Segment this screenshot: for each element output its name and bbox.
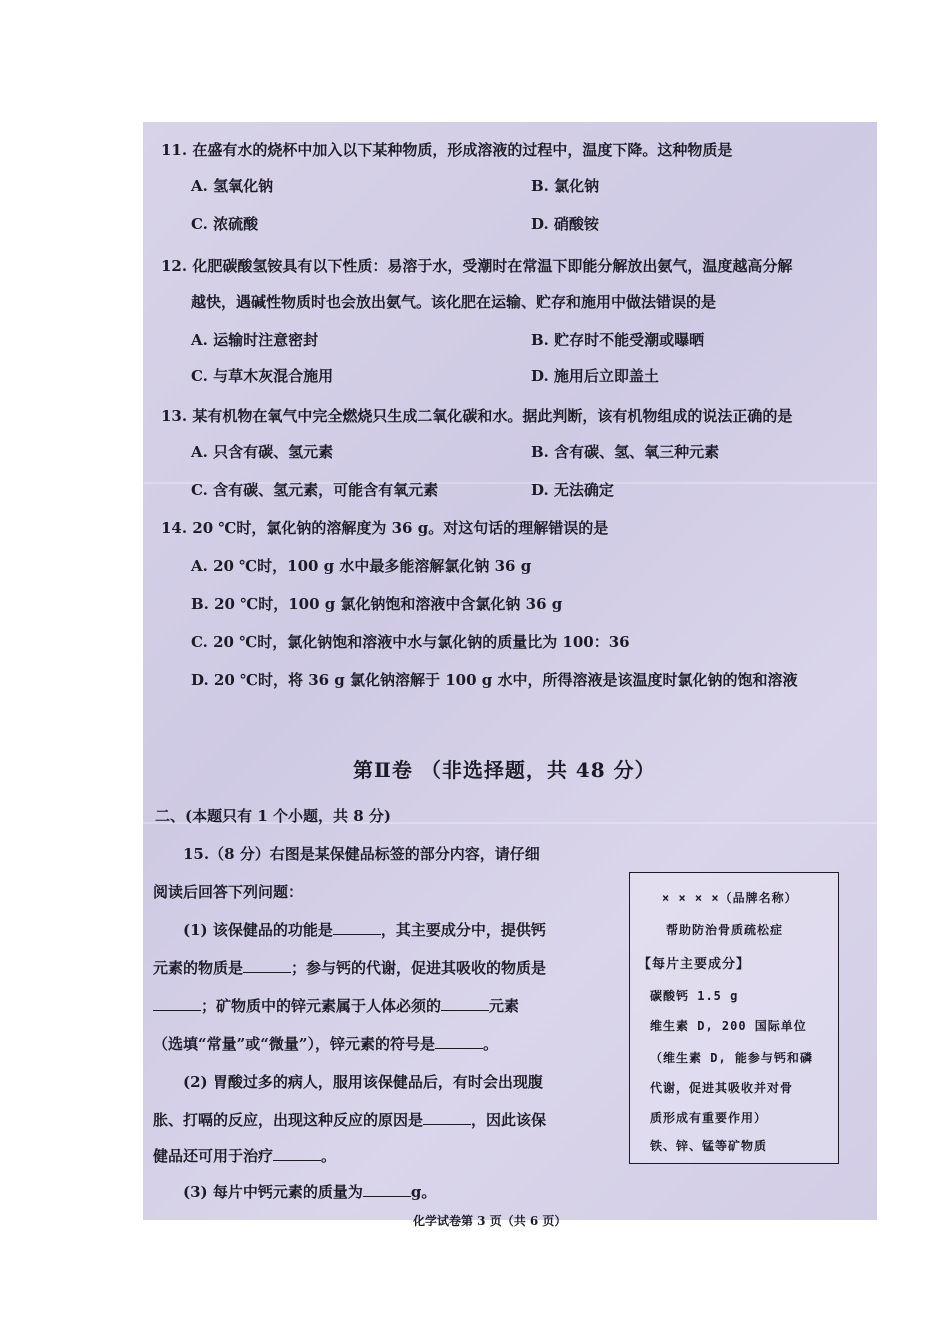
q14-option-d: D. 20 ℃时，将 36 g 氯化钠溶解于 100 g 水中，所得溶液是该温度时氯化钠的饱和溶液 [191, 671, 798, 689]
section-title: 第Ⅱ卷 （非选择题，共 48 分） [353, 758, 656, 782]
exam-sheet [143, 122, 877, 1228]
q13-option-a: A. 只含有碳、氢元素 [191, 443, 334, 461]
q15-line6 [153, 1034, 498, 1054]
q12-option-a: A. 运输时注意密封 [191, 331, 319, 349]
page-footer: 化学试卷第 3 页（共 6 页） [413, 1214, 567, 1228]
answer-blank[interactable] [435, 1034, 483, 1049]
q15-line3-a: (1) 该保健品的功能是 [183, 921, 333, 939]
q13-option-c: C. 含有碳、氢元素，可能含有氧元素 [191, 481, 439, 499]
q15-line9 [153, 1146, 336, 1166]
q15-line8-b: ，因此该保 [471, 1111, 547, 1129]
label-ingredient-3a: （维生素 D, 能参与钙和磷 [650, 1051, 813, 1065]
q15-line1: 15.（8 分）右图是某保健品标签的部分内容，请仔细 [183, 845, 540, 863]
q15-line8-a: 胀、打嗝的反应，出现这种反应的原因是 [153, 1111, 424, 1129]
q15-line5 [153, 996, 519, 1016]
label-ingredient-3c: 质形成有重要作用） [650, 1111, 768, 1125]
q12-option-c: C. 与草木灰混合施用 [191, 367, 334, 385]
q15-line4-b: ；参与钙的代谢，促进其吸收的物质是 [291, 959, 547, 977]
answer-blank[interactable] [441, 996, 489, 1011]
part2-header: 二、(本题只有 1 个小题，共 8 分) [155, 807, 391, 825]
q12-option-b: B. 贮存时不能受潮或曝晒 [531, 331, 705, 349]
q15-line4 [153, 958, 546, 978]
q15-line3 [183, 920, 546, 940]
q15-line4-a: 元素的物质是 [153, 959, 244, 977]
q15-line6-b: 。 [483, 1035, 499, 1053]
q13-stem: 13. 某有机物在氧气中完全燃烧只生成二氧化碳和水。据此判断，该有机物组成的说法正确的是 [161, 407, 793, 425]
q11-option-c: C. 浓硫酸 [191, 215, 259, 233]
label-ingredient-3b: 代谢，促进其吸收并对骨 [650, 1081, 794, 1095]
label-brand: × × × ×（品牌名称） [662, 891, 798, 905]
label-function: 帮助防治骨质疏松症 [666, 923, 784, 937]
q11-option-b: B. 氯化钠 [531, 177, 600, 195]
q11-stem: 11. 在盛有水的烧杯中加入以下某种物质，形成溶液的过程中，温度下降。这种物质是 [161, 141, 733, 159]
answer-blank[interactable] [363, 1182, 411, 1197]
label-heading: 【每片主要成分】 [638, 957, 751, 972]
q13-option-d: D. 无法确定 [531, 481, 614, 499]
q15-line5-b: 元素 [489, 997, 520, 1015]
answer-blank[interactable] [333, 920, 381, 935]
q12-option-d: D. 施用后立即盖土 [531, 367, 659, 385]
label-ingredient-1: 碳酸钙 1.5 g [650, 989, 739, 1003]
label-ingredient-4: 铁、锌、锰等矿物质 [650, 1139, 768, 1153]
q14-stem: 14. 20 ℃时，氯化钠的溶解度为 36 g。对这句话的理解错误的是 [161, 519, 609, 537]
q15-line10-b: g。 [410, 1183, 437, 1201]
q14-option-c: C. 20 ℃时，氯化钠饱和溶液中水与氯化钠的质量比为 100：36 [191, 633, 630, 651]
q11-option-a: A. 氢氧化钠 [191, 177, 274, 195]
product-label-box [629, 872, 839, 1164]
label-ingredient-2: 维生素 D, 200 国际单位 [650, 1019, 807, 1033]
answer-blank[interactable] [423, 1110, 471, 1125]
q15-line9-b: 。 [321, 1147, 337, 1165]
q14-option-b: B. 20 ℃时，100 g 氯化钠饱和溶液中含氯化钠 36 g [191, 595, 563, 613]
q12-stem-line2: 越快，遇碱性物质时也会放出氨气。该化肥在运输、贮存和施用中做法错误的是 [191, 293, 717, 311]
q15-line5-a: ；矿物质中的锌元素属于人体必须的 [201, 997, 442, 1015]
q15-line8 [153, 1110, 546, 1130]
q12-stem-line1: 12. 化肥碳酸氢铵具有以下性质：易溶于水，受潮时在常温下即能分解放出氨气，温度越高分解 [161, 257, 793, 275]
q15-line7: (2) 胃酸过多的病人，服用该保健品后，有时会出现腹 [183, 1073, 543, 1091]
answer-blank[interactable] [273, 1146, 321, 1161]
q15-line2: 阅读后回答下列问题： [153, 883, 304, 901]
answer-blank[interactable] [243, 958, 291, 973]
q15-line10 [183, 1182, 436, 1202]
q13-option-b: B. 含有碳、氢、氧三种元素 [531, 443, 720, 461]
answer-blank[interactable] [153, 996, 201, 1011]
q15-line3-b: ，其主要成分中，提供钙 [380, 921, 546, 939]
q15-line6-a: （选填“常量”或“微量”），锌元素的符号是 [153, 1035, 436, 1053]
q15-line10-a: (3) 每片中钙元素的质量为 [183, 1183, 363, 1201]
q14-option-a: A. 20 ℃时，100 g 水中最多能溶解氯化钠 36 g [191, 557, 532, 575]
q15-line9-a: 健品还可用于治疗 [153, 1147, 274, 1165]
q11-option-d: D. 硝酸铵 [531, 215, 599, 233]
